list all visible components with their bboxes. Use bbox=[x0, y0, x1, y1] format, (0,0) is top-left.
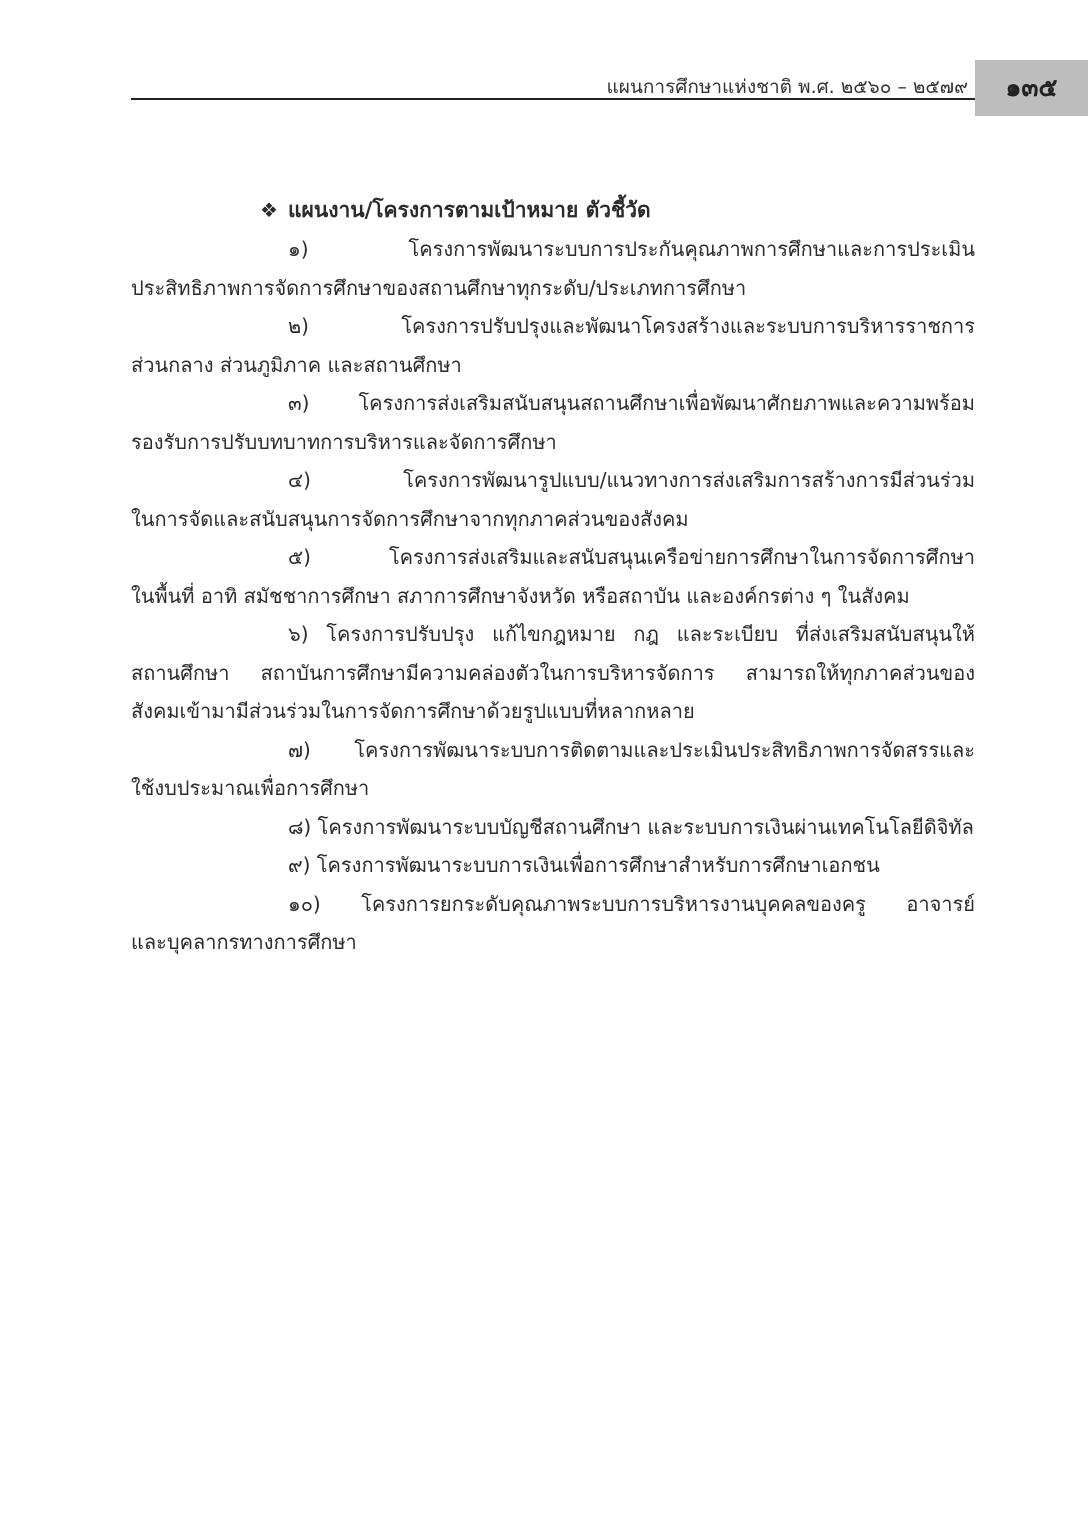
list-item-continuation: ใช้งบประมาณเพื่อการศึกษา bbox=[131, 776, 370, 800]
list-item-continuation: ในพื้นที่ อาทิ สมัชชาการศึกษา สภาการศึกษาจังหวัด หรือสถาบัน และองค์กรต่าง ๆ ในสังคม bbox=[131, 583, 910, 608]
running-header-title: แผนการศึกษาแห่งชาติ พ.ศ. ๒๕๖๐ – ๒๕๗๙ bbox=[606, 76, 968, 98]
list-item-continuation: สังคมเข้ามามีส่วนร่วมในการจัดการศึกษาด้วยรูปแบบที่หลากหลาย bbox=[131, 699, 695, 723]
list-item-first-line: ๓) โครงการส่งเสริมสนับสนุนสถานศึกษาเพื่อพัฒนาศักยภาพและความพร้อม bbox=[288, 391, 975, 415]
list-item-first-line: ๗) โครงการพัฒนาระบบการติดตามและประเมินประสิทธิภาพการจัดสรรและ bbox=[288, 737, 975, 762]
list-item-continuation: รองรับการปรับบทบาทการบริหารและจัดการศึกษา bbox=[131, 429, 557, 454]
header-divider bbox=[131, 98, 975, 100]
list-item-first-line: ๘) โครงการพัฒนาระบบบัญชีสถานศึกษา และระบบการเงินผ่านเทคโนโลยีดิจิทัล bbox=[288, 814, 974, 839]
page-number-tab: ๑๓๕ bbox=[975, 60, 1088, 116]
list-item bbox=[131, 615, 975, 731]
list-item bbox=[131, 384, 975, 461]
list-item-continuation: สถานศึกษา สถาบันการศึกษามีความคล่องตัวในการบริหารจัดการ สามารถให้ทุกภาคส่วนของ bbox=[131, 660, 975, 685]
list-item bbox=[131, 808, 975, 847]
list-item bbox=[131, 307, 975, 384]
list-item-first-line: ๔) โครงการพัฒนารูปแบบ/แนวทางการส่งเสริมการสร้างการมีส่วนร่วม bbox=[288, 468, 975, 492]
document-body bbox=[131, 190, 975, 962]
list-item-continuation: ในการจัดและสนับสนุนการจัดการศึกษาจากทุกภาคส่วนของสังคม bbox=[131, 506, 689, 531]
list-item-continuation: ส่วนกลาง ส่วนภูมิภาค และสถานศึกษา bbox=[131, 352, 462, 377]
list-item-continuation: และบุคลากรทางการศึกษา bbox=[131, 930, 357, 954]
section-heading bbox=[258, 190, 975, 230]
list-item-first-line: ๑) โครงการพัฒนาระบบการประกันคุณภาพการศึกษาและการประเมิน bbox=[288, 237, 975, 261]
list-item-first-line: ๕) โครงการส่งเสริมและสนับสนุนเครือข่ายการศึกษาในการจัดการศึกษา bbox=[288, 545, 975, 569]
list-item-first-line: ๒) โครงการปรับปรุงและพัฒนาโครงสร้างและระบบการบริหารราชการ bbox=[288, 314, 975, 338]
list-item bbox=[131, 461, 975, 538]
list-item-first-line: ๖) โครงการปรับปรุง แก้ไขกฎหมาย กฎ และระเบียบ ที่ส่งเสริมสนับสนุนให้ bbox=[288, 622, 975, 646]
list-item-continuation: ประสิทธิภาพการจัดการศึกษาของสถานศึกษาทุกระดับ/ประเภทการศึกษา bbox=[131, 275, 747, 300]
list-item-first-line: ๑๐) โครงการยกระดับคุณภาพระบบการบริหารงานบุคคลของครู อาจารย์ bbox=[288, 891, 975, 916]
list-item bbox=[131, 731, 975, 808]
diamond-bullet-icon: ❖ bbox=[260, 198, 278, 222]
section-heading-text: แผนงาน/โครงการตามเป้าหมาย ตัวชี้วัด bbox=[288, 198, 651, 222]
list-item bbox=[131, 846, 975, 885]
list-item bbox=[131, 538, 975, 615]
list-item bbox=[131, 230, 975, 307]
list-item-first-line: ๙) โครงการพัฒนาระบบการเงินเพื่อการศึกษาสำหรับการศึกษาเอกชน bbox=[288, 853, 880, 877]
list-item bbox=[131, 885, 975, 962]
